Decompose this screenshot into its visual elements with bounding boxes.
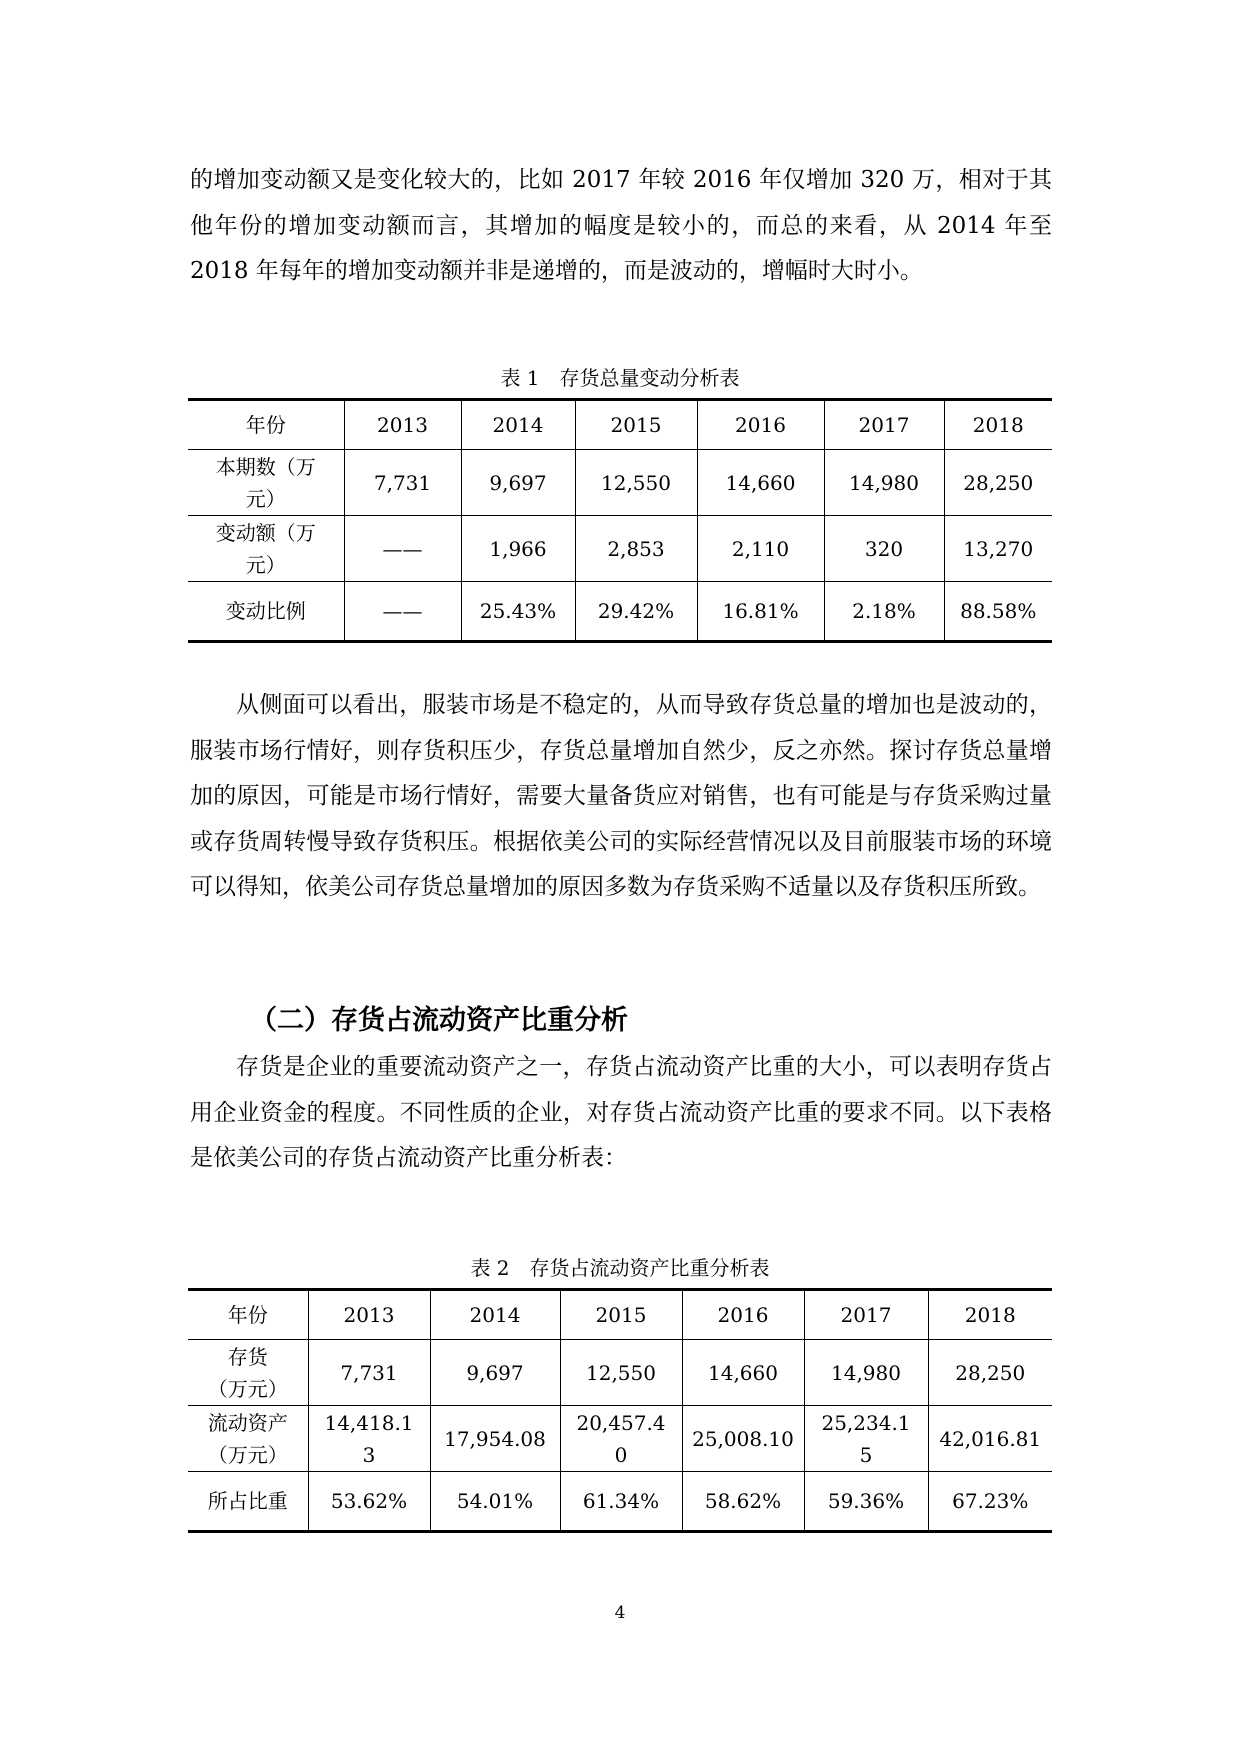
row-label-line1: 变动额（万 (215, 520, 316, 545)
table-cell: 42,016.81 (928, 1406, 1052, 1472)
table1-header-cell: 年份 (188, 400, 344, 450)
table-cell (560, 1406, 682, 1472)
table1-header-cell: 2013 (344, 400, 461, 450)
table2-row-label (188, 1406, 308, 1472)
table-row (188, 1472, 1052, 1532)
row-label-line2: （万元） (207, 1442, 288, 1467)
section-heading: （二）存货占流动资产比重分析 (250, 1005, 628, 1036)
table1-header-cell: 2017 (824, 400, 944, 450)
table-cell: 14,660 (697, 450, 824, 516)
table2-header-cell: 2017 (804, 1290, 928, 1340)
table-cell: 9,697 (430, 1340, 560, 1406)
cell-line1: 14,418.1 (324, 1410, 414, 1435)
table-cell: 12,550 (560, 1340, 682, 1406)
table1-caption: 表 1 存货总量变动分析表 (500, 366, 740, 390)
table1-header-cell: 2016 (697, 400, 824, 450)
cell-line2: 3 (362, 1442, 376, 1467)
table-row (188, 450, 1052, 516)
table-cell: 54.01% (430, 1472, 560, 1532)
row-label-line2: （万元） (207, 1376, 288, 1401)
table2-header-cell: 年份 (188, 1290, 308, 1340)
table-cell: 14,660 (682, 1340, 804, 1406)
table-cell: 88.58% (944, 582, 1052, 642)
table2-header-cell: 2015 (560, 1290, 682, 1340)
row-label-line1: 存货 (227, 1344, 268, 1369)
paragraph-analysis: 从侧面可以看出，服装市场是不稳定的，从而导致存货总量的增加也是波动的，服装市场行情好，则存货积压少，存货总量增加自然少，反之亦然。探讨存货总量增加的原因，可能是市场行情好，需要大量备货应对销售，也有可能是与存货采购过量或存货周转慢导致存货积压。根据依美公司的实际经营情况以及目前服装市场的环境可以得知，依美公司存货总量增加的原因多数为存货采购不适量以及存货积压所致。 (190, 692, 1052, 900)
table-cell: 7,731 (344, 450, 461, 516)
table2-row-label (188, 1340, 308, 1406)
cell-line1: 25,234.1 (821, 1410, 911, 1435)
table-cell: 53.62% (308, 1472, 430, 1532)
table-cell: 1,966 (461, 516, 575, 582)
table-cell: 7,731 (308, 1340, 430, 1406)
table-cell: 16.81% (697, 582, 824, 642)
row-label-line1: 本期数（万 (215, 454, 316, 479)
table-cell: 2,853 (575, 516, 697, 582)
table1-row-label (188, 450, 344, 516)
row-label-line1: 流动资产 (207, 1410, 288, 1435)
table-cell: 13,270 (944, 516, 1052, 582)
table2-header-cell: 2014 (430, 1290, 560, 1340)
table-cell: 28,250 (944, 450, 1052, 516)
table-cell (308, 1406, 430, 1472)
cell-line2: 0 (614, 1442, 628, 1467)
table-row (188, 516, 1052, 582)
table-cell: 14,980 (824, 450, 944, 516)
table1-header-cell: 2015 (575, 400, 697, 450)
table1-inventory-change (188, 398, 1052, 643)
table2-header-cell: 2018 (928, 1290, 1052, 1340)
table-cell: 320 (824, 516, 944, 582)
table2-row-label: 所占比重 (188, 1472, 308, 1532)
table-cell: 59.36% (804, 1472, 928, 1532)
table2-header-cell: 2016 (682, 1290, 804, 1340)
table-row (188, 1406, 1052, 1472)
table1-row-label (188, 516, 344, 582)
table-cell: 17,954.08 (430, 1406, 560, 1472)
paragraph-proportion-intro: 存货是企业的重要流动资产之一，存货占流动资产比重的大小，可以表明存货占用企业资金的程度。不同性质的企业，对存货占流动资产比重的要求不同。以下表格是依美公司的存货占流动资产比重分析表： (190, 1054, 1052, 1171)
table2-header-row (188, 1290, 1052, 1340)
table-row (188, 582, 1052, 642)
table-cell: 25,008.10 (682, 1406, 804, 1472)
table-cell: —— (344, 516, 461, 582)
cell-line1: 20,457.4 (576, 1410, 666, 1435)
table-cell: 67.23% (928, 1472, 1052, 1532)
table-cell: 12,550 (575, 450, 697, 516)
row-label-line2: 元） (245, 552, 286, 577)
table-cell: —— (344, 582, 461, 642)
table2-inventory-proportion (188, 1288, 1052, 1533)
table-cell (804, 1406, 928, 1472)
table1-header-cell: 2018 (944, 400, 1052, 450)
paragraph-intro: 的增加变动额又是变化较大的，比如 2017 年较 2016 年仅增加 320 万，相对于其他年份的增加变动额而言，其增加的幅度是较小的，而总的来看，从 2014 年至 2018 年每年的增加变动额并非是递增的，而是波动的，增幅时大时小。 (190, 167, 1052, 284)
table2-caption: 表 2 存货占流动资产比重分析表 (470, 1256, 770, 1280)
table2-header-cell: 2013 (308, 1290, 430, 1340)
table-cell: 14,980 (804, 1340, 928, 1406)
table-cell: 2.18% (824, 582, 944, 642)
table-cell: 58.62% (682, 1472, 804, 1532)
table-cell: 25.43% (461, 582, 575, 642)
table-cell: 61.34% (560, 1472, 682, 1532)
table-cell: 28,250 (928, 1340, 1052, 1406)
row-label-line2: 元） (245, 486, 286, 511)
table1-row-label: 变动比例 (188, 582, 344, 642)
table-cell: 9,697 (461, 450, 575, 516)
table-cell: 29.42% (575, 582, 697, 642)
table1-header-row (188, 400, 1052, 450)
table-cell: 2,110 (697, 516, 824, 582)
page-number: 4 (614, 1603, 626, 1623)
table1-header-cell: 2014 (461, 400, 575, 450)
cell-line2: 5 (859, 1442, 873, 1467)
table-row (188, 1340, 1052, 1406)
